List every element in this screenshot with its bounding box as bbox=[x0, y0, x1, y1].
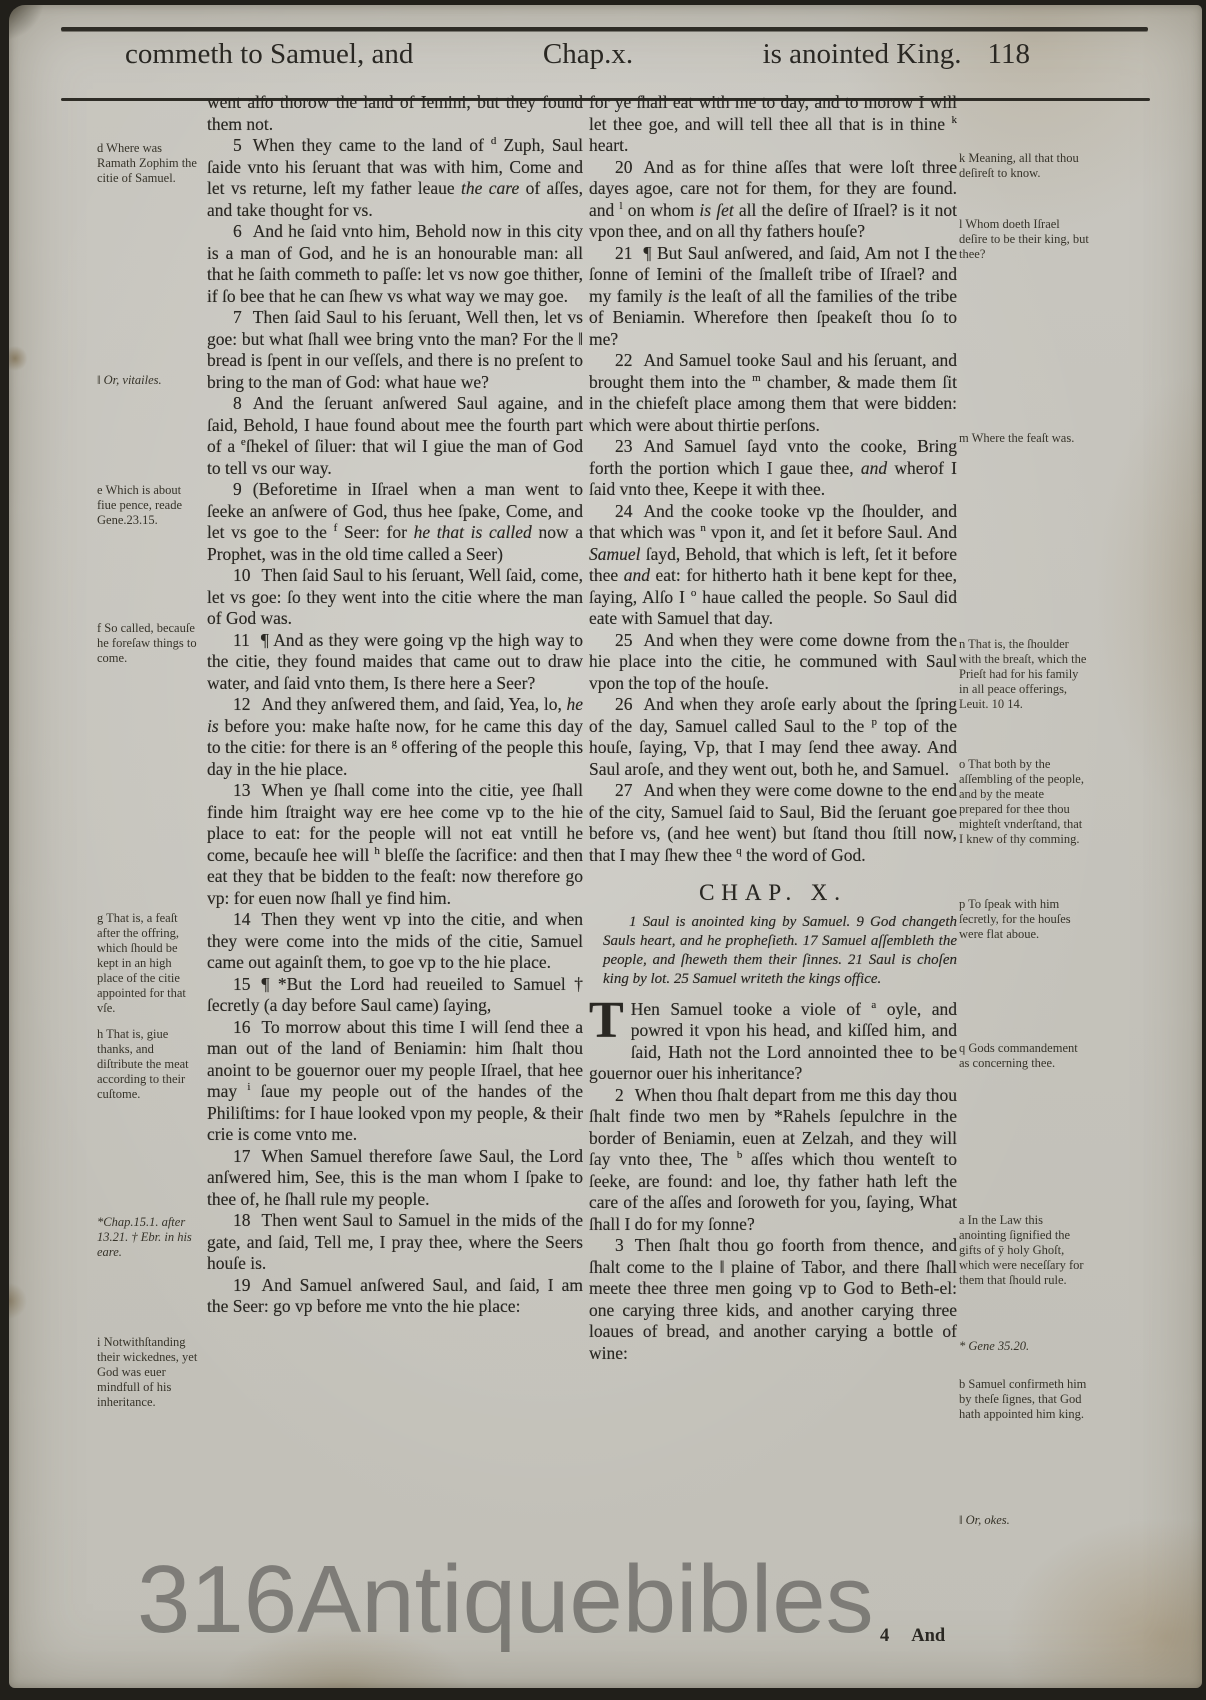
verse-number: 7 bbox=[233, 307, 242, 327]
verse bbox=[207, 221, 583, 307]
chapter-opening-verse bbox=[589, 991, 957, 1085]
running-head-right: is anointed King. bbox=[762, 38, 962, 70]
verse-number: 20 bbox=[615, 156, 633, 177]
verse-number: 19 bbox=[233, 1274, 251, 1295]
verse-text: When thou ſhalt depart from me this day thou ſhalt finde two men by *Rahels ſepulchre in the border of Beniamin, euen at Zelzah, and they will ſay vnto thee, The $^b$ aſſes which thou wenteſt to ſeeke, are found: and loe, thy father hath left the care of the aſſes and ſoroweth for you, ſaying, What ſhall I do for my ſonne? bbox=[589, 1084, 958, 1234]
verse bbox=[589, 1235, 957, 1364]
verse bbox=[589, 780, 957, 866]
margin-note: e Which is about fiue pence, reade Gene.23.15. bbox=[97, 483, 183, 527]
margin-note: *Chap.15.1. after 13.21. † Ebr. in his eare. bbox=[97, 1215, 192, 1259]
verse-number: 27 bbox=[615, 780, 633, 800]
verse-text: And he ſaid vnto him, Behold now in this city is a man of God, and he is an honourable man: all that he ſaith commeth to paſſe: let vs now goe thither, if ſo bee that he can ſhew vs what way we may goe. bbox=[207, 221, 583, 306]
verse bbox=[207, 565, 583, 630]
verse-number: 5 bbox=[233, 135, 242, 155]
verse bbox=[589, 1085, 957, 1236]
verse-number: 18 bbox=[233, 1210, 251, 1230]
verse-text: Then ſaid Saul to his ſeruant, Well ſaid, come, let vs goe: ſo they went into the citie where the man of God was. bbox=[207, 565, 583, 628]
running-header bbox=[125, 38, 1030, 71]
right-column-verses-after bbox=[589, 1085, 957, 1365]
margin-note: h That is, giue thanks, and diſtribute the meat according to their cuſtome. bbox=[97, 1027, 189, 1101]
verse-text: Then ſaid Saul to his ſeruant, Well then, let vs goe: but what ſhall wee bring vnto the man? For the ‖ bread is ſpent in our veſſels, and there is no preſent to bring to the man of God: what haue we? bbox=[207, 307, 583, 392]
verse-text: And Samuel tooke Saul and his ſeruant, and brought them into the $^m$ chamber, & made them ſit in the chiefeſt place among them that were bidden: which were about thirtie perſons. bbox=[589, 350, 957, 435]
verse-text: Then went Saul to Samuel in the mids of the gate, and ſaid, Tell me, I pray thee, where the Seers houſe is. bbox=[207, 1210, 583, 1273]
verse bbox=[589, 92, 957, 157]
margin-note: q Gods commandement as concerning thee. bbox=[959, 1041, 1078, 1070]
margin-note: i Notwithſtanding their wickednes, yet God was euer mindfull of his inheritance. bbox=[97, 1335, 198, 1409]
verse-number: 15 bbox=[233, 973, 251, 994]
margin-note: p To ſpeak with him ſecretly, for the houſes were flat aboue. bbox=[959, 897, 1071, 941]
verse-number: 25 bbox=[615, 629, 633, 650]
verse-number: 14 bbox=[233, 909, 251, 929]
verse-number: 13 bbox=[233, 780, 251, 800]
verse bbox=[207, 1017, 583, 1146]
verse-number: 23 bbox=[615, 436, 633, 456]
verse bbox=[207, 307, 583, 393]
verse-text: ¶ And as they were going vp the high way to the citie, they found maides that came out to draw water, and ſaid vnto them, Is there here a Seer? bbox=[207, 629, 583, 693]
verse-text: And Samuel anſwered Saul, and ſaid, I am the Seer: go vp before me vnto the hie place: bbox=[207, 1274, 583, 1316]
verse-text: And Samuel ſayd vnto the cooke, Bring forth the portion which I gaue thee, and wherof I ſaid vnto thee, Keepe it with thee. bbox=[589, 436, 957, 499]
chapter-summary: 1 Saul is anointed king by Samuel. 9 God changeth Sauls heart, and he propheſieth. 17 Samuel aſſembleth the people, and ſheweth them their ſinnes. 21 Saul is choſen king by lot. 25 Samuel writeth the kings office. bbox=[603, 913, 957, 987]
verse-text: And the ſeruant anſwered Saul againe, and ſaid, Behold, I haue found about mee the fourth part of a $^e$ſhekel of ſiluer: that wil I giue the man of God to tell vs our way. bbox=[207, 393, 583, 478]
margin-note: k Meaning, all that thou deſireſt to know. bbox=[959, 151, 1079, 180]
margin-note: b Samuel confirmeth him by theſe ſignes, that God hath appointed him king. bbox=[959, 1377, 1087, 1421]
verse-text: went alſo thorow the land of Iemini, but they found them not. bbox=[207, 92, 583, 134]
verse bbox=[589, 694, 957, 780]
verse bbox=[589, 630, 957, 695]
verse bbox=[207, 1210, 583, 1275]
margin-note: l Whom doeth Iſrael deſire to be their king, but thee? bbox=[959, 217, 1089, 261]
verse bbox=[207, 909, 583, 974]
verse bbox=[207, 694, 583, 780]
catchword-word: And bbox=[911, 1626, 946, 1646]
chapter-heading: CHAP. X. bbox=[699, 880, 847, 905]
verse bbox=[207, 780, 583, 909]
right-margin-notes bbox=[959, 5, 1089, 1688]
margin-note: g That is, a feaſt after the offring, which ſhould be kept in an high place of the citie appointed for that vſe. bbox=[97, 911, 186, 1015]
margin-note: o That both by the aſſembling of the people, and by the meate prepared for thee thou mighteſt vnderſtand, that I knew of thy comming. bbox=[959, 757, 1084, 846]
verse-number: 10 bbox=[233, 565, 251, 585]
verse-number: 9 bbox=[233, 479, 242, 499]
margin-note: ‖ Or, okes. bbox=[959, 1513, 1010, 1527]
verse-text: When they came to the land of $^d$ Zuph, Saul ſaide vnto his ſeruant that was with him, Come and let vs returne, leſt my father leaue the care of aſſes, and take thought for vs. bbox=[207, 135, 583, 220]
verse-number: 3 bbox=[615, 1235, 624, 1255]
verse-number: 24 bbox=[615, 500, 633, 521]
verse-text: Then ſhalt thou go foorth from thence, and ſhalt come to the ‖ plaine of Tabor, and there ſhall meete thee three men going vp to God to Beth-el: one carying three kids, and another carying three loaues of bread, and another carying a bottle of wine: bbox=[589, 1235, 957, 1363]
verse-text: Then they went vp into the citie, and when they were come into the mids of the citie, Samuel came out againſt them, to goe vp to the hie place. bbox=[207, 909, 583, 972]
verse-number: 6 bbox=[233, 221, 242, 241]
verse-number: 2 bbox=[615, 1084, 624, 1105]
margin-note: m Where the feaſt was. bbox=[959, 431, 1075, 445]
verse-number: 8 bbox=[233, 393, 242, 413]
verse-text: for ye ſhall eat with me to day, and to morow I will let thee goe, and will tell thee all that is in thine $^k$ heart. bbox=[589, 92, 957, 155]
verse bbox=[207, 974, 583, 1017]
verse-text: And when they were come downe from the hie place into the citie, he communed with Saul vpon the top of the houſe. bbox=[589, 629, 957, 693]
margin-note: n That is, the ſhoulder with the breaſt, which the Prieſt had for his family in all peace offerings, Leuit. 10 14. bbox=[959, 637, 1087, 711]
right-text-column bbox=[589, 92, 957, 1364]
verse-text: And when they aroſe early about the ſpring of the day, Samuel called Saul to the $^p$ top of the houſe, ſaying, Vp, that I may ſend thee away. And Saul aroſe, and they went out, both he, and Samuel. bbox=[589, 694, 957, 779]
verse-text: When Samuel therefore ſawe Saul, the Lord anſwered him, See, this is the man whom I ſpake to thee of, he ſhall rule my people. bbox=[207, 1145, 583, 1209]
verse bbox=[207, 1146, 583, 1211]
right-column-verses-before bbox=[589, 92, 957, 866]
verse-text: (Beforetime in Iſrael when a man went to ſeeke an anſwere of God, thus hee ſpake, Come, and let vs goe to the $^f$ Seer: for he that is called now a Prophet, was in the old time called a Seer) bbox=[207, 479, 584, 564]
verse-text: And the cooke tooke vp the ſhoulder, and that which was $^n$ vpon it, and ſet it before Saul. And Samuel ſayd, Behold, that which is left, ſet it before thee and eat: for hitherto hath it bene kept for thee, ſaying, Alſo I $^o$ haue called the people. So Saul did eate with Samuel that day. bbox=[589, 500, 958, 628]
verse-text: And when they were come downe to the end of the city, Samuel ſaid to Saul, Bid the ſeruant goe before vs, (and hee went) but ſtand thou ſtill now, that I may ſhew thee $^q$ the word of God. bbox=[589, 780, 957, 865]
verse bbox=[589, 350, 957, 436]
verse bbox=[207, 92, 583, 135]
running-head-left: commeth to Samuel, and bbox=[125, 38, 414, 70]
verse bbox=[207, 479, 583, 565]
margin-note: * Gene 35.20. bbox=[959, 1339, 1030, 1353]
catchword-number: 4 bbox=[880, 1626, 890, 1646]
scanned-bible-page bbox=[9, 5, 1202, 1688]
verse-text: And as for thine aſſes that were loſt three dayes agoe, care not for them, for they are found. and $^l$ on whom is ſet all the deſire of Iſrael? is it not vpon thee, and on all thy fathers houſe? bbox=[589, 156, 957, 241]
margin-note: a In the Law this anointing ſignified the gifts of ȳ holy Ghoſt, which were neceſſary for them that ſhould rule. bbox=[959, 1213, 1084, 1287]
page-number: 118 bbox=[987, 38, 1030, 70]
verse-number: 12 bbox=[233, 694, 251, 714]
verse-number: 16 bbox=[233, 1016, 251, 1037]
verse bbox=[207, 135, 583, 221]
verse bbox=[589, 157, 957, 243]
verse bbox=[589, 243, 957, 351]
verse bbox=[589, 501, 957, 630]
verse-number: 26 bbox=[615, 694, 633, 714]
verse-number: 11 bbox=[233, 629, 250, 650]
verse-text: When ye ſhall come into the citie, yee ſhall finde him ſtraight way ere hee come vp to the hie place to eat: for the people will not eat vntill he come, becauſe hee will $^h$ bleſſe the ſacrifice: and then eat they that be bidden to the feaſt: now therefore go vp: for euen now ſhall ye find him. bbox=[207, 780, 583, 908]
chapter-label: Chap.x. bbox=[542, 38, 634, 70]
left-margin-notes bbox=[97, 5, 199, 1688]
verse bbox=[207, 1275, 583, 1318]
catchword bbox=[880, 1626, 945, 1647]
left-text-column bbox=[207, 92, 583, 1318]
verse bbox=[207, 393, 583, 479]
verse-number: 17 bbox=[233, 1145, 251, 1166]
seller-watermark: 316Antiquebibles bbox=[137, 1546, 874, 1653]
verse-text: To morrow about this time I will ſend thee a man out of the land of Beniamin: him ſhalt thou anoint to be gouernor ouer my people Iſrael, that hee may $^i$ ſaue my people out of the handes of the Philiſtims: for I haue looked vpon my people, & their crie is come vnto me. bbox=[207, 1016, 583, 1144]
verse-text: ¶ But Saul anſwered, and ſaid, Am not I the ſonne of Iemini of the ſmalleſt tribe of Iſrael? and my family is the leaſt of all the families of the tribe of Beniamin. Wherefore then ſpeakeſt thou ſo to me? bbox=[589, 242, 957, 349]
verse-number: 22 bbox=[615, 350, 633, 370]
margin-note: ‖ Or, vitailes. bbox=[97, 373, 162, 387]
verse-number: 21 bbox=[615, 242, 633, 263]
verse-text: ¶ *But the Lord had reueiled to Samuel † ſecretly (a day before Saul came) ſaying, bbox=[207, 973, 583, 1015]
verse-text: And they anſwered them, and ſaid, Yea, lo, he is before you: make haſte now, for he came this day to the citie: for there is an $^g$ offering of the people this day in the hie place. bbox=[207, 694, 584, 779]
verse-text: Hen Samuel tooke a viole of $^a$ oyle, and powred it vpon his head, and kiſſed him, and ſaid, Hath not the Lord annointed thee to be gouernor ouer his inheritance? bbox=[589, 998, 957, 1083]
verse bbox=[207, 630, 583, 695]
margin-note: f So called, becauſe he foreſaw things to come. bbox=[97, 621, 197, 665]
drop-cap: T bbox=[589, 991, 624, 1049]
verse bbox=[589, 436, 957, 501]
margin-note: d Where was Ramath Zophim the citie of Samuel. bbox=[97, 141, 197, 185]
